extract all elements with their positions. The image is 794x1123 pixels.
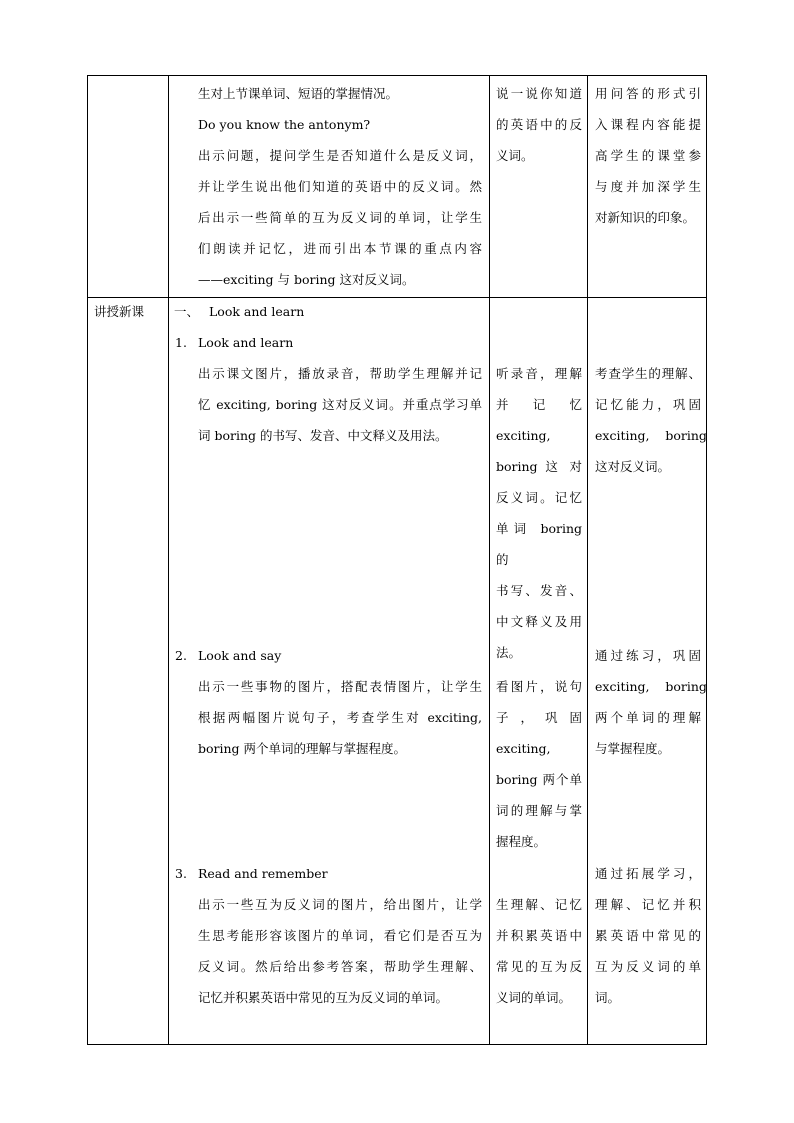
text-line: 们朗读并记忆，进而引出本节课的重点内容 xyxy=(198,241,482,256)
text-line: boring 这 对 xyxy=(496,459,582,474)
text-line: 通过拓展学习， xyxy=(595,866,701,881)
text-line: Do you know the antonym? xyxy=(198,117,371,132)
text-line: 的英语中的反 xyxy=(496,117,582,132)
text-line: 中文释义及用 xyxy=(496,614,582,629)
text-line: exciting, boring xyxy=(595,428,707,443)
item-title: Read and remember xyxy=(198,866,328,881)
text-line: 说一说你知道 xyxy=(496,86,582,101)
text-line: 累英语中常见的 xyxy=(595,928,701,943)
text-line: 握程度。 xyxy=(496,834,547,849)
text-line: 义词的单词。 xyxy=(496,990,572,1005)
item-number: 3. xyxy=(175,866,187,881)
text-line: 考查学生的理解、 xyxy=(595,366,701,381)
text-line: 对新知识的印象。 xyxy=(595,210,696,225)
item2-teacher-activity xyxy=(198,671,482,764)
item-number: 1. xyxy=(175,335,187,350)
text-line: 听录音，理解 xyxy=(496,366,582,381)
item1-design-purpose xyxy=(595,358,707,482)
item3-teacher-activity xyxy=(198,889,482,1013)
text-line: 生对上节课单词、短语的掌握情况。 xyxy=(198,86,399,101)
text-line: 理解、记忆并积 xyxy=(595,897,701,912)
text-line: ——exciting 与 boring 这对反义词。 xyxy=(198,272,415,287)
text-line: 入课程内容能提 xyxy=(595,117,701,132)
item3-student-activity xyxy=(496,889,582,1013)
text-line: exciting, boring xyxy=(595,679,707,694)
text-line: 词的理解与掌 xyxy=(496,803,582,818)
text-line: 出示课文图片，播放录音，帮助学生理解并记 xyxy=(198,366,482,381)
text-line: 并让学生说出他们知道的英语中的反义词。然 xyxy=(198,179,482,194)
item2-design-purpose xyxy=(595,640,707,764)
text-line: 高学生的课堂参 xyxy=(595,148,701,163)
item-title: Look and learn xyxy=(198,335,294,350)
section-title: Look and learn xyxy=(209,304,305,319)
text-line: exciting, xyxy=(496,741,551,756)
text-line: 反义词。记忆 xyxy=(496,490,582,505)
text-line: 子 ， 巩 固 xyxy=(496,710,582,725)
text-line: 互为反义词的单 xyxy=(595,959,701,974)
text-line: 并 记 忆 xyxy=(496,397,582,412)
text-line: 法。 xyxy=(496,645,522,660)
text-line: 并积累英语中 xyxy=(496,928,582,943)
section-number: 一、 xyxy=(174,304,200,319)
text-line: 反义词。然后给出参考答案，帮助学生理解、 xyxy=(198,959,482,974)
text-line: 出示一些事物的图片，搭配表情图片，让学生 xyxy=(198,679,482,694)
item-title: Look and say xyxy=(198,648,282,663)
column-divider xyxy=(168,76,169,1044)
item1-student-activity xyxy=(496,358,582,668)
text-line: 单词 boring 的 xyxy=(496,521,582,567)
item1-teacher-activity xyxy=(198,358,482,451)
text-line: 常见的互为反 xyxy=(496,959,582,974)
text-line: exciting, xyxy=(496,428,551,443)
row1-design-purpose xyxy=(595,78,701,233)
text-line: 生理解、记忆 xyxy=(496,897,582,912)
text-line: boring 两个单 xyxy=(496,772,582,787)
text-line: 这对反义词。 xyxy=(595,459,671,474)
item-number: 2. xyxy=(175,648,187,663)
text-line: 书写、发音、 xyxy=(496,583,582,598)
text-line: 词 boring 的书写、发音、中文释义及用法。 xyxy=(198,428,448,443)
text-line: 出示一些互为反义词的图片，给出图片，让学 xyxy=(198,897,482,912)
text-line: 记忆能力，巩固 xyxy=(595,397,701,412)
text-line: 看图片，说句 xyxy=(496,679,582,694)
column-divider xyxy=(587,76,588,1044)
text-line: 与掌握程度。 xyxy=(595,741,671,756)
text-line: 两个单词的理解 xyxy=(595,710,701,725)
text-line: 记忆并积累英语中常见的互为反义词的单词。 xyxy=(198,990,449,1005)
row1-student-activity xyxy=(496,78,582,171)
text-line: 根据两幅图片说句子，考查学生对 exciting, xyxy=(198,710,482,725)
row1-teacher-activity xyxy=(198,78,482,295)
text-line: 后出示一些简单的互为反义词的单词，让学生 xyxy=(198,210,482,225)
text-line: 词。 xyxy=(595,990,621,1005)
item3-design-purpose xyxy=(595,858,701,1013)
text-line: 忆 exciting, boring 这对反义词。并重点学习单 xyxy=(198,397,482,412)
text-line: 生思考能形容该图片的单词，看它们是否互为 xyxy=(198,928,482,943)
text-line: boring 两个单词的理解与掌握程度。 xyxy=(198,741,407,756)
item2-student-activity xyxy=(496,671,582,857)
text-line: 与度并加深学生 xyxy=(595,179,701,194)
text-line: 义词。 xyxy=(496,148,534,163)
text-line: 用问答的形式引 xyxy=(595,86,701,101)
column-divider xyxy=(489,76,490,1044)
text-line: 出示问题，提问学生是否知道什么是反义词， xyxy=(198,148,482,163)
text-line: 通过练习，巩固 xyxy=(595,648,701,663)
lesson-plan-table xyxy=(87,75,707,1045)
stage-label: 讲授新课 xyxy=(94,304,145,319)
